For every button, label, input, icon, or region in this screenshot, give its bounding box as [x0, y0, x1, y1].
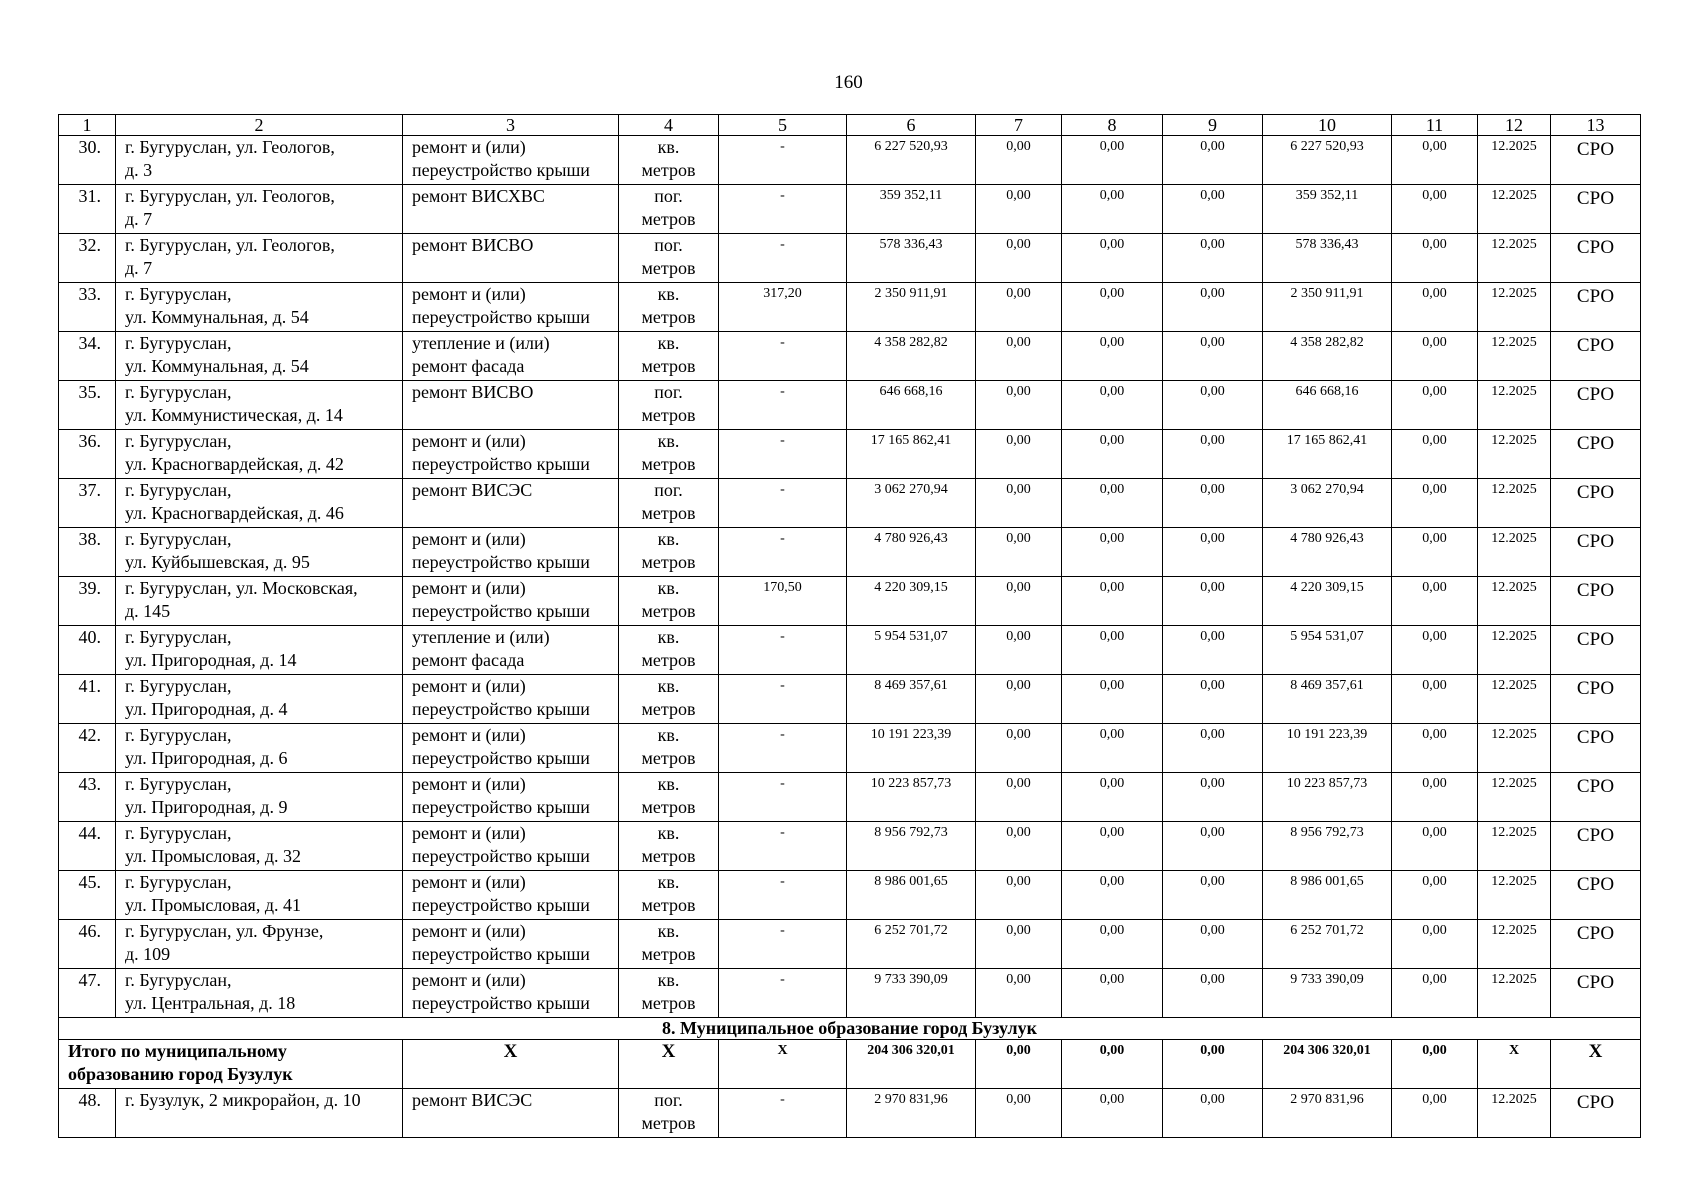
cell-c9: 0,00	[1163, 822, 1263, 871]
cell-c12: 12.2025	[1478, 577, 1551, 626]
cell-c8: 0,00	[1062, 136, 1163, 185]
cell-c6: 10 223 857,73	[847, 773, 976, 822]
cell-c9: 0,00	[1163, 234, 1263, 283]
table-row	[59, 1089, 1641, 1138]
cell-c9: 0,00	[1163, 381, 1263, 430]
cell-c13: СРО	[1551, 724, 1641, 773]
cell-c5: -	[719, 332, 847, 381]
cell-c13: СРО	[1551, 969, 1641, 1018]
cell-c12: 12.2025	[1478, 234, 1551, 283]
cell-c13: СРО	[1551, 920, 1641, 969]
table-row	[59, 822, 1641, 871]
column-header: 8	[1062, 115, 1163, 136]
cell-unit: кв. метров	[619, 871, 719, 920]
cell-work: ремонт ВИСХВС	[403, 185, 619, 234]
total-cell: 0,00	[1163, 1040, 1263, 1089]
cell-unit: пог. метров	[619, 1089, 719, 1138]
cell-c5: -	[719, 234, 847, 283]
cell-c11: 0,00	[1392, 283, 1478, 332]
cell-c8: 0,00	[1062, 871, 1163, 920]
column-header: 2	[116, 115, 403, 136]
cell-address: г. Бугуруслан, ул. Московская, д. 145	[116, 577, 403, 626]
cell-address: г. Бугуруслан, ул. Геологов, д. 7	[116, 185, 403, 234]
column-header: 1	[59, 115, 116, 136]
column-header: 6	[847, 115, 976, 136]
table-row	[59, 283, 1641, 332]
cell-address: г. Бугуруслан, ул. Красногвардейская, д. 46	[116, 479, 403, 528]
cell-c9: 0,00	[1163, 479, 1263, 528]
cell-unit: кв. метров	[619, 773, 719, 822]
cell-c13: СРО	[1551, 577, 1641, 626]
cell-c12: 12.2025	[1478, 773, 1551, 822]
table-row	[59, 136, 1641, 185]
cell-c10: 359 352,11	[1263, 185, 1392, 234]
cell-n: 34.	[59, 332, 116, 381]
cell-c8: 0,00	[1062, 283, 1163, 332]
column-header: 10	[1263, 115, 1392, 136]
cell-c6: 6 252 701,72	[847, 920, 976, 969]
cell-c13: СРО	[1551, 626, 1641, 675]
cell-c8: 0,00	[1062, 920, 1163, 969]
cell-address: г. Бугуруслан, ул. Фрунзе, д. 109	[116, 920, 403, 969]
cell-work: ремонт и (или) переустройство крыши	[403, 969, 619, 1018]
cell-n: 31.	[59, 185, 116, 234]
page-number: 160	[834, 72, 863, 93]
table-row	[59, 724, 1641, 773]
cell-address: г. Бугуруслан, ул. Промысловая, д. 41	[116, 871, 403, 920]
cell-c10: 646 668,16	[1263, 381, 1392, 430]
cell-c9: 0,00	[1163, 528, 1263, 577]
cell-c5: -	[719, 381, 847, 430]
cell-c13: СРО	[1551, 871, 1641, 920]
table-row	[59, 577, 1641, 626]
cell-c12: 12.2025	[1478, 185, 1551, 234]
table-row	[59, 773, 1641, 822]
cell-unit: кв. метров	[619, 822, 719, 871]
column-header: 13	[1551, 115, 1641, 136]
cell-work: ремонт и (или) переустройство крыши	[403, 430, 619, 479]
cell-c11: 0,00	[1392, 136, 1478, 185]
cell-c5: -	[719, 969, 847, 1018]
cell-c6: 5 954 531,07	[847, 626, 976, 675]
cell-c7: 0,00	[976, 528, 1062, 577]
table-row	[59, 234, 1641, 283]
cell-c6: 4 358 282,82	[847, 332, 976, 381]
cell-c13: СРО	[1551, 136, 1641, 185]
cell-work: ремонт и (или) переустройство крыши	[403, 136, 619, 185]
cell-c5: 317,20	[719, 283, 847, 332]
cell-c5: -	[719, 773, 847, 822]
cell-work: ремонт и (или) переустройство крыши	[403, 773, 619, 822]
table-row	[59, 381, 1641, 430]
table-row	[59, 430, 1641, 479]
cell-work: ремонт и (или) переустройство крыши	[403, 822, 619, 871]
cell-unit: кв. метров	[619, 528, 719, 577]
cell-c12: 12.2025	[1478, 381, 1551, 430]
cell-c5: -	[719, 871, 847, 920]
cell-c5: -	[719, 675, 847, 724]
cell-c12: 12.2025	[1478, 822, 1551, 871]
column-header: 11	[1392, 115, 1478, 136]
cell-c13: СРО	[1551, 381, 1641, 430]
cell-work: ремонт и (или) переустройство крыши	[403, 528, 619, 577]
cell-c7: 0,00	[976, 234, 1062, 283]
cell-n: 47.	[59, 969, 116, 1018]
cell-address: г. Бугуруслан, ул. Промысловая, д. 32	[116, 822, 403, 871]
cell-work: ремонт и (или) переустройство крыши	[403, 675, 619, 724]
cell-c7: 0,00	[976, 626, 1062, 675]
cell-c7: 0,00	[976, 773, 1062, 822]
table-row	[59, 185, 1641, 234]
cell-c10: 9 733 390,09	[1263, 969, 1392, 1018]
cell-c7: 0,00	[976, 871, 1062, 920]
cell-n: 39.	[59, 577, 116, 626]
cell-c7: 0,00	[976, 430, 1062, 479]
cell-c6: 8 469 357,61	[847, 675, 976, 724]
cell-c11: 0,00	[1392, 332, 1478, 381]
cell-c7: 0,00	[976, 724, 1062, 773]
cell-c10: 8 469 357,61	[1263, 675, 1392, 724]
cell-c11: 0,00	[1392, 430, 1478, 479]
cell-c8: 0,00	[1062, 969, 1163, 1018]
cell-c6: 2 350 911,91	[847, 283, 976, 332]
cell-c13: СРО	[1551, 773, 1641, 822]
cell-c12: 12.2025	[1478, 969, 1551, 1018]
cell-c8: 0,00	[1062, 430, 1163, 479]
cell-c7: 0,00	[976, 969, 1062, 1018]
cell-n: 32.	[59, 234, 116, 283]
cell-c11: 0,00	[1392, 381, 1478, 430]
cell-c5: -	[719, 1089, 847, 1138]
cell-n: 37.	[59, 479, 116, 528]
cell-unit: пог. метров	[619, 479, 719, 528]
cell-c10: 2 970 831,96	[1263, 1089, 1392, 1138]
cell-c12: 12.2025	[1478, 479, 1551, 528]
cell-c6: 10 191 223,39	[847, 724, 976, 773]
cell-unit: кв. метров	[619, 332, 719, 381]
cell-c13: СРО	[1551, 430, 1641, 479]
cell-c11: 0,00	[1392, 626, 1478, 675]
cell-n: 35.	[59, 381, 116, 430]
cell-c13: СРО	[1551, 479, 1641, 528]
cell-c5: -	[719, 822, 847, 871]
cell-c12: 12.2025	[1478, 332, 1551, 381]
cell-unit: пог. метров	[619, 185, 719, 234]
cell-work: ремонт ВИСВО	[403, 234, 619, 283]
cell-address: г. Бузулук, 2 микрорайон, д. 10	[116, 1089, 403, 1138]
cell-c7: 0,00	[976, 920, 1062, 969]
cell-n: 48.	[59, 1089, 116, 1138]
cell-c13: СРО	[1551, 528, 1641, 577]
cell-c12: 12.2025	[1478, 1089, 1551, 1138]
cell-c6: 2 970 831,96	[847, 1089, 976, 1138]
cell-c7: 0,00	[976, 1089, 1062, 1138]
cell-c9: 0,00	[1163, 773, 1263, 822]
cell-c13: СРО	[1551, 332, 1641, 381]
column-header: 9	[1163, 115, 1263, 136]
cell-c5: -	[719, 920, 847, 969]
cell-address: г. Бугуруслан, ул. Пригородная, д. 4	[116, 675, 403, 724]
cell-c13: СРО	[1551, 675, 1641, 724]
cell-c10: 8 986 001,65	[1263, 871, 1392, 920]
cell-c7: 0,00	[976, 185, 1062, 234]
cell-address: г. Бугуруслан, ул. Коммунальная, д. 54	[116, 283, 403, 332]
cell-c10: 17 165 862,41	[1263, 430, 1392, 479]
cell-c9: 0,00	[1163, 626, 1263, 675]
cell-c5: -	[719, 528, 847, 577]
cell-work: утепление и (или) ремонт фасада	[403, 332, 619, 381]
cell-work: ремонт ВИСВО	[403, 381, 619, 430]
cell-c13: СРО	[1551, 234, 1641, 283]
cell-work: ремонт ВИСЭС	[403, 479, 619, 528]
cell-c12: 12.2025	[1478, 724, 1551, 773]
cell-c12: 12.2025	[1478, 626, 1551, 675]
cell-address: г. Бугуруслан, ул. Куйбышевская, д. 95	[116, 528, 403, 577]
cell-c5: -	[719, 626, 847, 675]
column-header: 7	[976, 115, 1062, 136]
cell-c9: 0,00	[1163, 332, 1263, 381]
cell-n: 38.	[59, 528, 116, 577]
cell-address: г. Бугуруслан, ул. Геологов, д. 3	[116, 136, 403, 185]
cell-c11: 0,00	[1392, 675, 1478, 724]
total-row	[59, 1040, 1641, 1089]
cell-work: ремонт и (или) переустройство крыши	[403, 871, 619, 920]
cell-address: г. Бугуруслан, ул. Коммунистическая, д. 14	[116, 381, 403, 430]
section-title: 8. Муниципальное образование город Бузулук	[59, 1018, 1641, 1040]
cell-c9: 0,00	[1163, 675, 1263, 724]
cell-c8: 0,00	[1062, 185, 1163, 234]
cell-unit: пог. метров	[619, 234, 719, 283]
table-row	[59, 871, 1641, 920]
cell-c7: 0,00	[976, 283, 1062, 332]
cell-c6: 578 336,43	[847, 234, 976, 283]
total-cell: Х	[403, 1040, 619, 1089]
cell-c11: 0,00	[1392, 234, 1478, 283]
cell-c5: -	[719, 185, 847, 234]
cell-unit: кв. метров	[619, 724, 719, 773]
cell-c10: 4 220 309,15	[1263, 577, 1392, 626]
cell-c7: 0,00	[976, 332, 1062, 381]
table-row	[59, 332, 1641, 381]
cell-c11: 0,00	[1392, 773, 1478, 822]
cell-c8: 0,00	[1062, 381, 1163, 430]
cell-work: ремонт ВИСЭС	[403, 1089, 619, 1138]
cell-c5: 170,50	[719, 577, 847, 626]
cell-c8: 0,00	[1062, 332, 1163, 381]
cell-c9: 0,00	[1163, 969, 1263, 1018]
cell-c5: -	[719, 479, 847, 528]
cell-c10: 6 227 520,93	[1263, 136, 1392, 185]
cell-unit: кв. метров	[619, 969, 719, 1018]
cell-n: 42.	[59, 724, 116, 773]
cell-c12: 12.2025	[1478, 675, 1551, 724]
cell-n: 45.	[59, 871, 116, 920]
cell-address: г. Бугуруслан, ул. Геологов, д. 7	[116, 234, 403, 283]
cell-address: г. Бугуруслан, ул. Коммунальная, д. 54	[116, 332, 403, 381]
cell-address: г. Бугуруслан, ул. Красногвардейская, д. 42	[116, 430, 403, 479]
cell-c9: 0,00	[1163, 1089, 1263, 1138]
cell-c9: 0,00	[1163, 871, 1263, 920]
cell-unit: кв. метров	[619, 675, 719, 724]
column-header: 5	[719, 115, 847, 136]
cell-c13: СРО	[1551, 822, 1641, 871]
table-row	[59, 675, 1641, 724]
header-row	[59, 115, 1641, 136]
cell-c8: 0,00	[1062, 234, 1163, 283]
cell-c11: 0,00	[1392, 528, 1478, 577]
cell-c6: 359 352,11	[847, 185, 976, 234]
cell-unit: кв. метров	[619, 283, 719, 332]
total-cell: Х	[1551, 1040, 1641, 1089]
table-row	[59, 626, 1641, 675]
cell-unit: кв. метров	[619, 136, 719, 185]
cell-c11: 0,00	[1392, 479, 1478, 528]
cell-c10: 6 252 701,72	[1263, 920, 1392, 969]
cell-c8: 0,00	[1062, 675, 1163, 724]
cell-c12: 12.2025	[1478, 283, 1551, 332]
cell-c9: 0,00	[1163, 577, 1263, 626]
cell-c11: 0,00	[1392, 185, 1478, 234]
cell-c9: 0,00	[1163, 185, 1263, 234]
cell-c9: 0,00	[1163, 430, 1263, 479]
cell-c6: 3 062 270,94	[847, 479, 976, 528]
cell-c10: 5 954 531,07	[1263, 626, 1392, 675]
cell-c6: 17 165 862,41	[847, 430, 976, 479]
cell-c9: 0,00	[1163, 136, 1263, 185]
cell-work: ремонт и (или) переустройство крыши	[403, 283, 619, 332]
cell-n: 43.	[59, 773, 116, 822]
cell-c8: 0,00	[1062, 479, 1163, 528]
cell-n: 40.	[59, 626, 116, 675]
cell-n: 41.	[59, 675, 116, 724]
cell-address: г. Бугуруслан, ул. Пригородная, д. 6	[116, 724, 403, 773]
cell-c6: 8 956 792,73	[847, 822, 976, 871]
cell-n: 33.	[59, 283, 116, 332]
cell-c10: 4 780 926,43	[1263, 528, 1392, 577]
cell-c7: 0,00	[976, 577, 1062, 626]
total-cell: Х	[719, 1040, 847, 1089]
cell-c7: 0,00	[976, 136, 1062, 185]
cell-c8: 0,00	[1062, 773, 1163, 822]
cell-c13: СРО	[1551, 283, 1641, 332]
cell-n: 30.	[59, 136, 116, 185]
cell-n: 46.	[59, 920, 116, 969]
column-header: 3	[403, 115, 619, 136]
cell-unit: кв. метров	[619, 577, 719, 626]
table-row	[59, 528, 1641, 577]
cell-c7: 0,00	[976, 479, 1062, 528]
cell-c11: 0,00	[1392, 822, 1478, 871]
cell-c11: 0,00	[1392, 577, 1478, 626]
cell-address: г. Бугуруслан, ул. Пригородная, д. 14	[116, 626, 403, 675]
cell-c10: 8 956 792,73	[1263, 822, 1392, 871]
table-row	[59, 969, 1641, 1018]
total-cell: 0,00	[1392, 1040, 1478, 1089]
cell-work: ремонт и (или) переустройство крыши	[403, 724, 619, 773]
cell-c11: 0,00	[1392, 724, 1478, 773]
cell-c8: 0,00	[1062, 1089, 1163, 1138]
table-row	[59, 479, 1641, 528]
cell-c8: 0,00	[1062, 822, 1163, 871]
total-cell: Х	[1478, 1040, 1551, 1089]
cell-c9: 0,00	[1163, 283, 1263, 332]
cell-c7: 0,00	[976, 381, 1062, 430]
cell-c10: 2 350 911,91	[1263, 283, 1392, 332]
cell-c5: -	[719, 724, 847, 773]
table-row	[59, 920, 1641, 969]
cell-c7: 0,00	[976, 822, 1062, 871]
total-cell: 204 306 320,01	[1263, 1040, 1392, 1089]
cell-c8: 0,00	[1062, 577, 1163, 626]
cell-c7: 0,00	[976, 675, 1062, 724]
capital-repair-table	[58, 114, 1641, 1138]
cell-c6: 9 733 390,09	[847, 969, 976, 1018]
total-cell: 0,00	[1062, 1040, 1163, 1089]
cell-c6: 4 780 926,43	[847, 528, 976, 577]
cell-c10: 3 062 270,94	[1263, 479, 1392, 528]
cell-unit: кв. метров	[619, 626, 719, 675]
column-header: 12	[1478, 115, 1551, 136]
cell-c11: 0,00	[1392, 1089, 1478, 1138]
cell-c11: 0,00	[1392, 969, 1478, 1018]
section-row	[59, 1018, 1641, 1040]
cell-c8: 0,00	[1062, 724, 1163, 773]
column-header: 4	[619, 115, 719, 136]
cell-c13: СРО	[1551, 1089, 1641, 1138]
cell-c9: 0,00	[1163, 724, 1263, 773]
cell-c5: -	[719, 136, 847, 185]
cell-c12: 12.2025	[1478, 528, 1551, 577]
cell-c10: 10 191 223,39	[1263, 724, 1392, 773]
total-cell: 204 306 320,01	[847, 1040, 976, 1089]
cell-unit: кв. метров	[619, 430, 719, 479]
cell-c11: 0,00	[1392, 920, 1478, 969]
cell-c6: 6 227 520,93	[847, 136, 976, 185]
cell-c6: 4 220 309,15	[847, 577, 976, 626]
cell-address: г. Бугуруслан, ул. Пригородная, д. 9	[116, 773, 403, 822]
cell-c11: 0,00	[1392, 871, 1478, 920]
cell-work: ремонт и (или) переустройство крыши	[403, 577, 619, 626]
cell-n: 44.	[59, 822, 116, 871]
cell-c12: 12.2025	[1478, 136, 1551, 185]
cell-address: г. Бугуруслан, ул. Центральная, д. 18	[116, 969, 403, 1018]
cell-c12: 12.2025	[1478, 430, 1551, 479]
total-label: Итого по муниципальному образованию город Бузулук	[59, 1040, 403, 1089]
cell-c8: 0,00	[1062, 528, 1163, 577]
cell-c10: 578 336,43	[1263, 234, 1392, 283]
total-cell: Х	[619, 1040, 719, 1089]
cell-work: утепление и (или) ремонт фасада	[403, 626, 619, 675]
cell-n: 36.	[59, 430, 116, 479]
cell-c9: 0,00	[1163, 920, 1263, 969]
cell-c12: 12.2025	[1478, 920, 1551, 969]
total-cell: 0,00	[976, 1040, 1062, 1089]
cell-c12: 12.2025	[1478, 871, 1551, 920]
cell-c6: 8 986 001,65	[847, 871, 976, 920]
cell-c10: 4 358 282,82	[1263, 332, 1392, 381]
cell-c8: 0,00	[1062, 626, 1163, 675]
cell-unit: пог. метров	[619, 381, 719, 430]
cell-work: ремонт и (или) переустройство крыши	[403, 920, 619, 969]
cell-unit: кв. метров	[619, 920, 719, 969]
cell-c13: СРО	[1551, 185, 1641, 234]
cell-c10: 10 223 857,73	[1263, 773, 1392, 822]
cell-c6: 646 668,16	[847, 381, 976, 430]
cell-c5: -	[719, 430, 847, 479]
